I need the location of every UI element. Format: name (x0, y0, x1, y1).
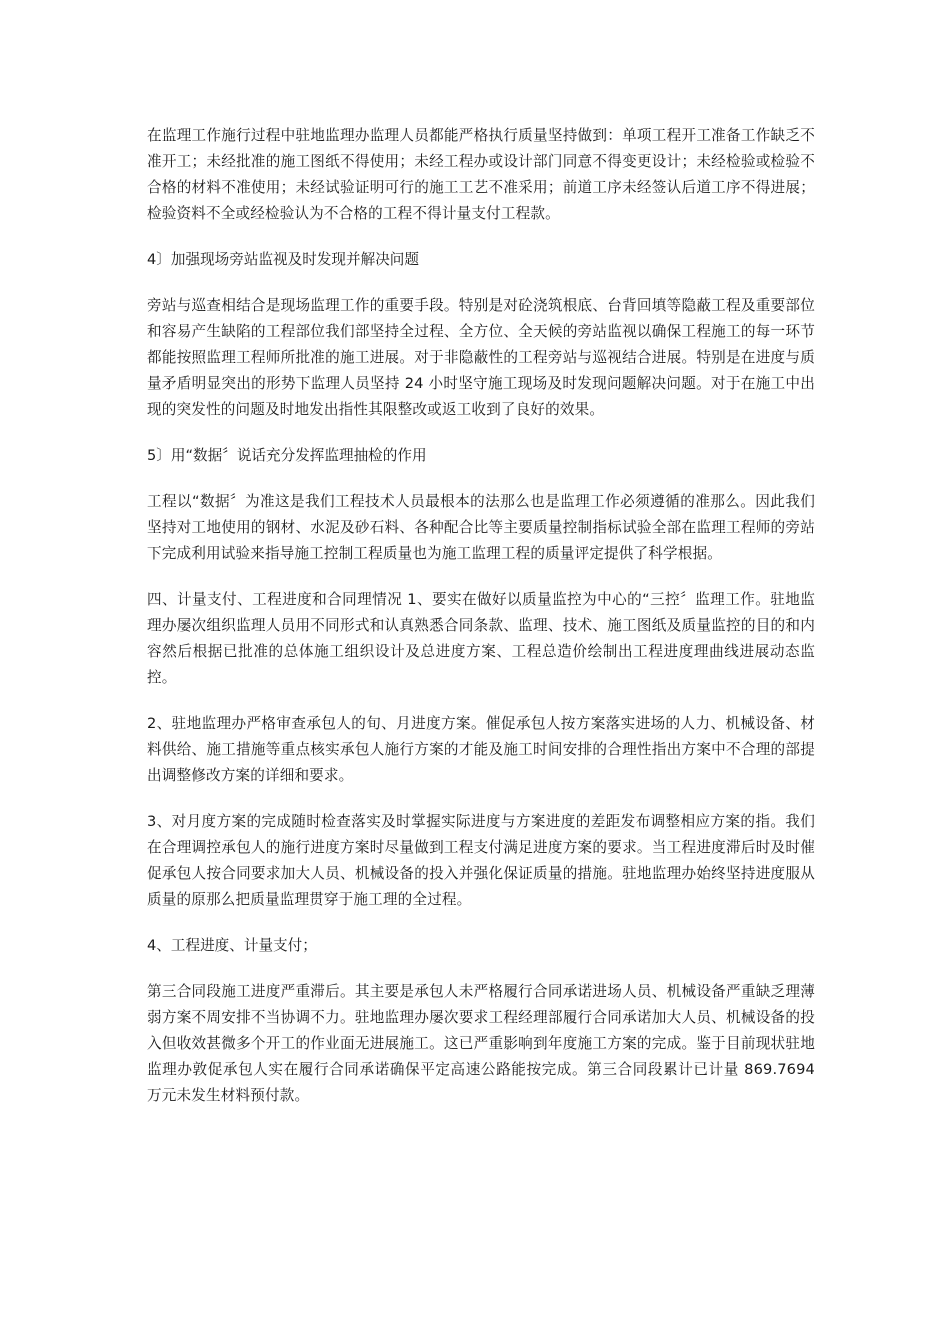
heading-data-sampling: 5〕用“数据〞说话充分发挥监理抽检的作用 (147, 447, 427, 464)
paragraph-section-three: 第三合同段施工进度严重滞后。其主要是承包人未严格履行合同承诺进场人员、机械设备严重缺乏理薄弱方案不周安排不当协调不力。驻地监理办屡次要求工程经理部履行合同承诺加大人员、机械设备的投入但收效甚微多个开工的作业面无进展施工。这已严重影响到年度施工方案的完成。鉴于目前现状驻地监理办敦促承包人实在履行合同承诺确保平定高速公路能按完成。第三合同段累计已计量 869.7694 万元未发生材料预付款。 (147, 983, 815, 1104)
paragraph-measurement-payment: 四、计量支付、工程进度和合同理情况 1、要实在做好以质量监控为中心的“三控〞监理工作。驻地监理办屡次组织监理人员用不同形式和认真熟悉合同条款、监理、技术、施工图纸及质量监控的目的和内容然后根据已批准的总体施工组织设计及总进度方案、工程总造价绘制出工程进度理曲线进展动态监控。 (147, 591, 815, 686)
paragraph-quality-rules: 在监理工作施行过程中驻地监理办监理人员都能严格执行质量坚持做到：单项工程开工准备工作缺乏不准开工；未经批准的施工图纸不得使用；未经工程办或设计部门同意不得变更设计；未经检验或检验不合格的材料不准使用；未经试验证明可行的施工工艺不准采用；前道工序未经签认后道工序不得进展；检验资料不全或经检验认为不合格的工程不得计量支付工程款。 (147, 127, 815, 222)
paragraph-site-supervision: 旁站与巡查相结合是现场监理工作的重要手段。特别是对砼浇筑根底、台背回填等隐蔽工程及重要部位和容易产生缺陷的工程部位我们部坚持全过程、全方位、全天候的旁站监视以确保工程施工的每一环节都能按照监理工程师所批准的施工进展。对于非隐蔽性的工程旁站与巡视结合进展。特别是在进度与质量矛盾明显突出的形势下监理人员坚持 24 小时坚守施工现场及时发现问题解决问题。对于在施工中出现的突发性的问题及时地发出指性其限整改或返工收到了良好的效果。 (147, 297, 815, 418)
paragraph-data-sampling: 工程以“数据〞为准这是我们工程技术人员最根本的法那么也是监理工作必须遵循的准那么。因此我们坚持对工地使用的钢材、水泥及砂石料、各种配合比等主要质量控制指标试验全部在监理工程师的旁站下完成利用试验来指导施工控制工程质量也为施工监理工程的质量评定提供了科学根据。 (147, 493, 815, 562)
paragraph-monthly-plan: 3、对月度方案的完成随时检查落实及时掌握实际进度与方案进度的差距发布调整相应方案的指。我们在合理调控承包人的施行进度方案时尽量做到工程支付满足进度方案的要求。当工程进度滞后时及时催促承包人按合同要求加大人员、机械设备的投入并强化保证质量的措施。驻地监理办始终坚持进度服从质量的原那么把质量监理贯穿于施工理的全过程。 (147, 813, 815, 908)
heading-site-supervision: 4〕加强现场旁站监视及时发现并解决问题 (147, 251, 419, 268)
document-body (147, 123, 815, 1109)
heading-progress-payment: 4、工程进度、计量支付； (147, 937, 317, 954)
paragraph-progress-review: 2、驻地监理办严格审查承包人的旬、月进度方案。催促承包人按方案落实进场的人力、机械设备、材料供给、施工措施等重点核实承包人施行方案的才能及施工时间安排的合理性指出方案中不合理的部提出调整修改方案的详细和要求。 (147, 715, 815, 784)
